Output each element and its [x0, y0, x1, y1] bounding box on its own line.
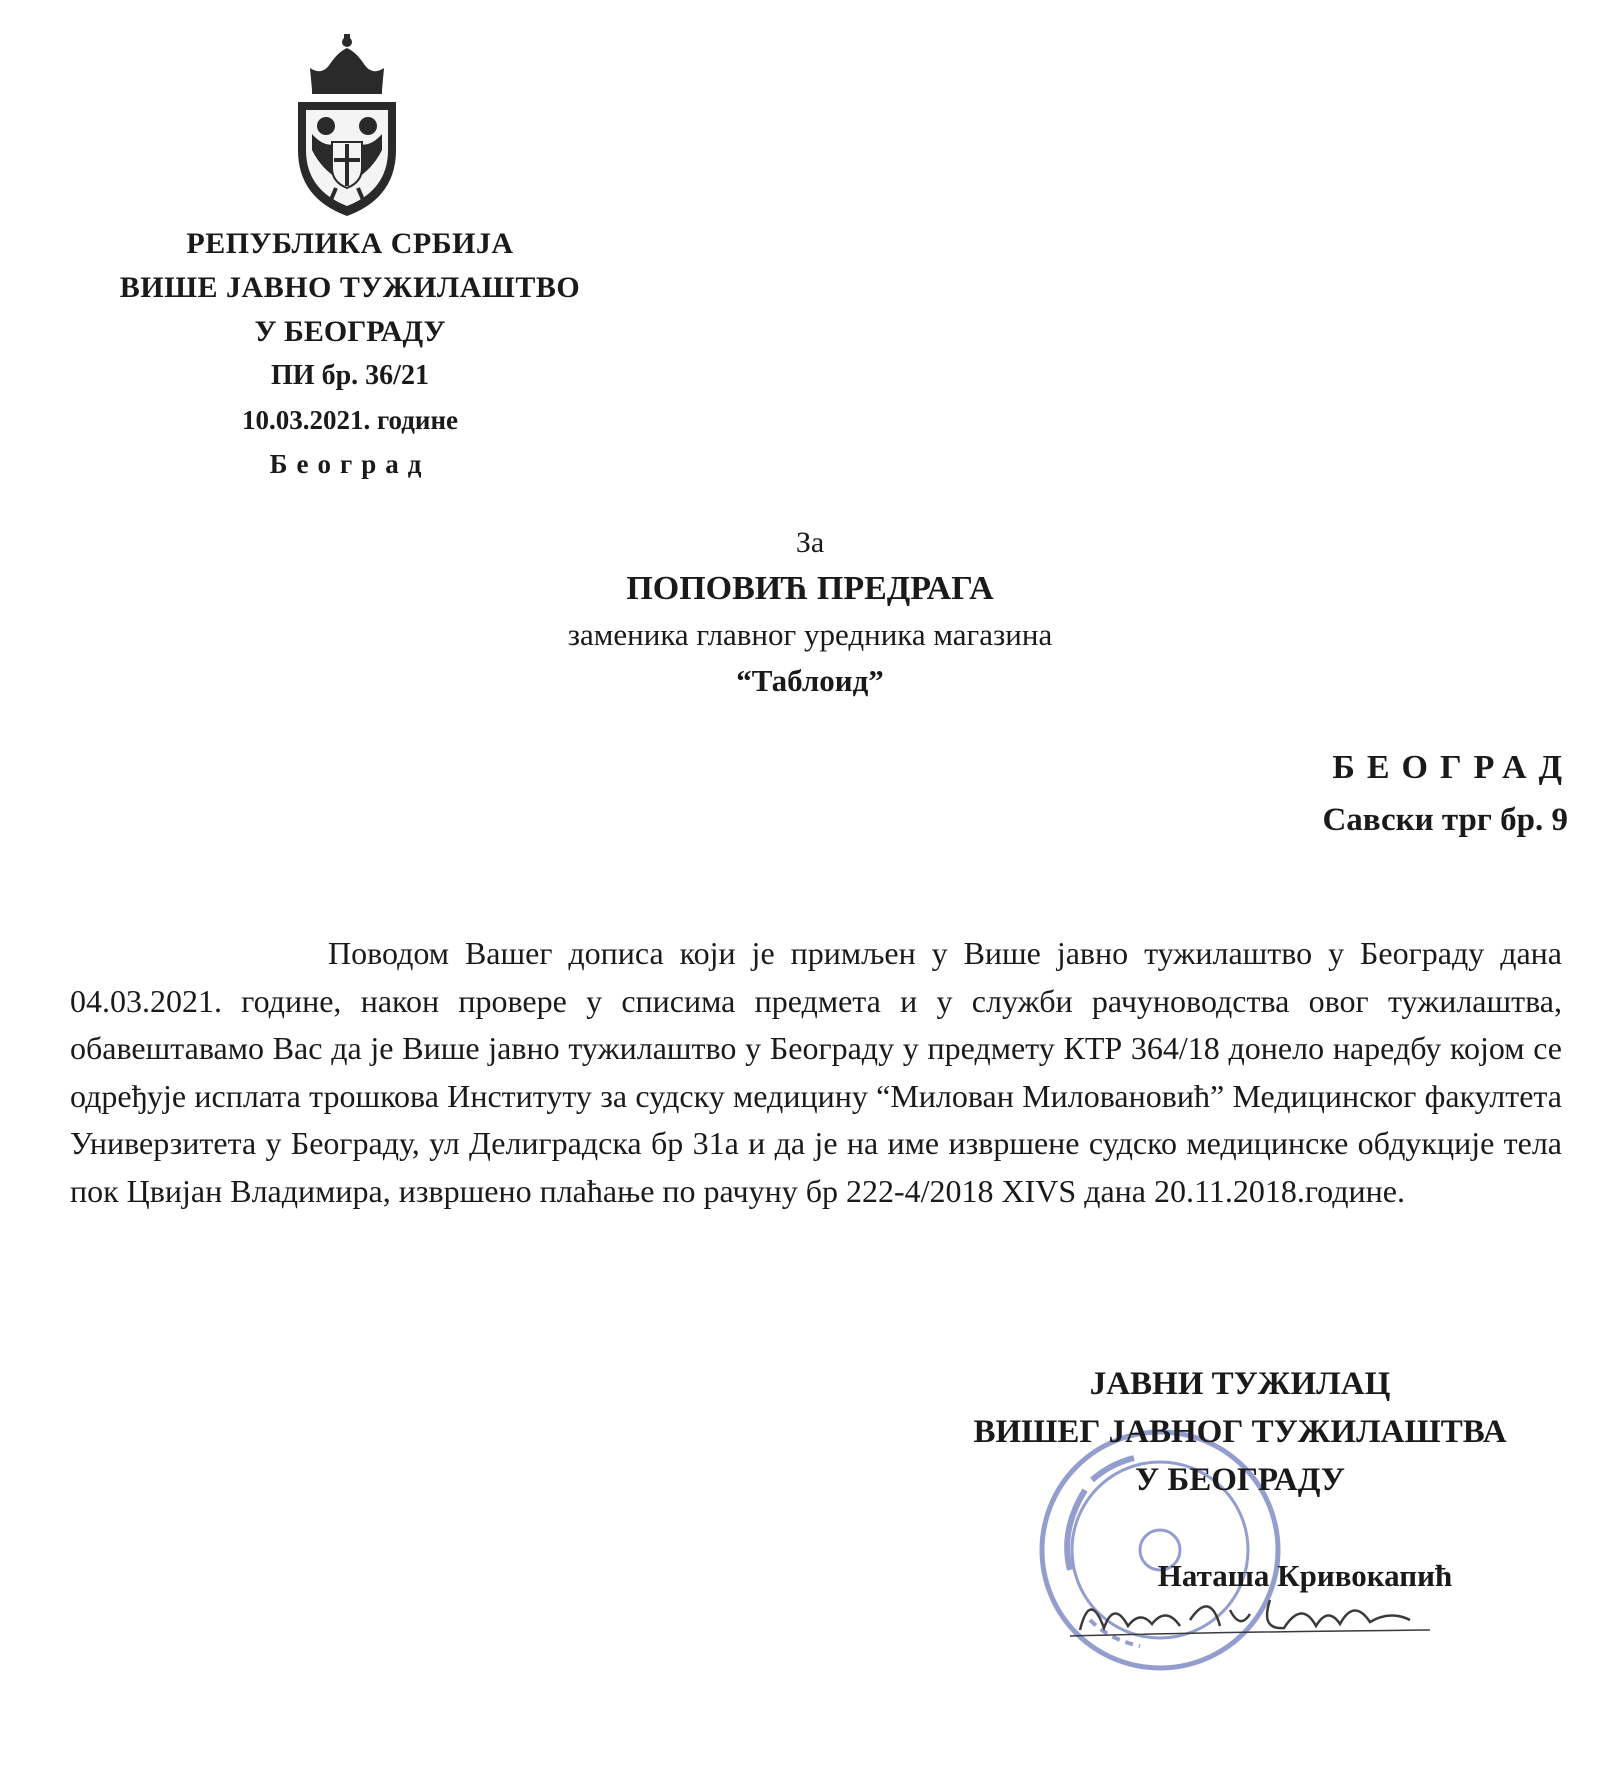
signatory-name: Наташа Кривокапић [1157, 1558, 1453, 1593]
recipient-block [440, 520, 1180, 704]
address-block [1322, 742, 1574, 846]
coat-of-arms-icon [282, 30, 412, 220]
signatory-title-2: ВИШЕГ ЈАВНОГ ТУЖИЛАШТВА [973, 1414, 1507, 1450]
header-case-number: ПИ бр. 36/21 [271, 360, 429, 391]
signature-block [900, 1360, 1580, 1600]
recipient-prefix: За [795, 526, 825, 559]
handwritten-signature-icon [1070, 1570, 1470, 1650]
header-country: РЕПУБЛИКА СРБИЈА [186, 227, 514, 260]
signatory-title-1: ЈАВНИ ТУЖИЛАЦ [1089, 1366, 1391, 1402]
recipient-magazine: “Таблоид” [736, 663, 884, 698]
recipient-role: заменика главног уредника магазина [567, 617, 1053, 652]
letter-body-paragraph: Поводом Вашег дописа који је примљен у Више јавно тужилаштво у Београду дана 04.03.2021. године, након провере у списима предмета и у служби рачуноводства овог тужилаштва, обавештавамо Вас да је Више јавно тужилаштво у Београду у предмету КТР 364/18 донело наредбу којом се одређује исплата трошкова Институту за судску медицину “Милован Миловановић” Медицинског факултета Универзитета у Београду, ул Делиградска бр 31а и да је на име извршене судско медицинске обдукције тела пок Цвијан Владимира, извршено плаћање по рачуну бр 222-4/2018 XIVS дана 20.11.2018.године. [70, 935, 1562, 1209]
header-location: У БЕОГРАДУ [254, 315, 446, 348]
address-street: Савски трг бр. 9 [1322, 802, 1568, 838]
issuer-header [60, 222, 640, 486]
header-institution: ВИШЕ ЈАВНО ТУЖИЛАШТВО [119, 271, 581, 304]
recipient-name: ПОПОВИЋ ПРЕДРАГА [626, 570, 994, 607]
header-city: Београд [269, 449, 431, 479]
header-date: 10.03.2021. године [241, 405, 459, 435]
address-city: БЕОГРАД [1332, 749, 1574, 786]
signatory-title-3: У БЕОГРАДУ [1134, 1462, 1346, 1498]
